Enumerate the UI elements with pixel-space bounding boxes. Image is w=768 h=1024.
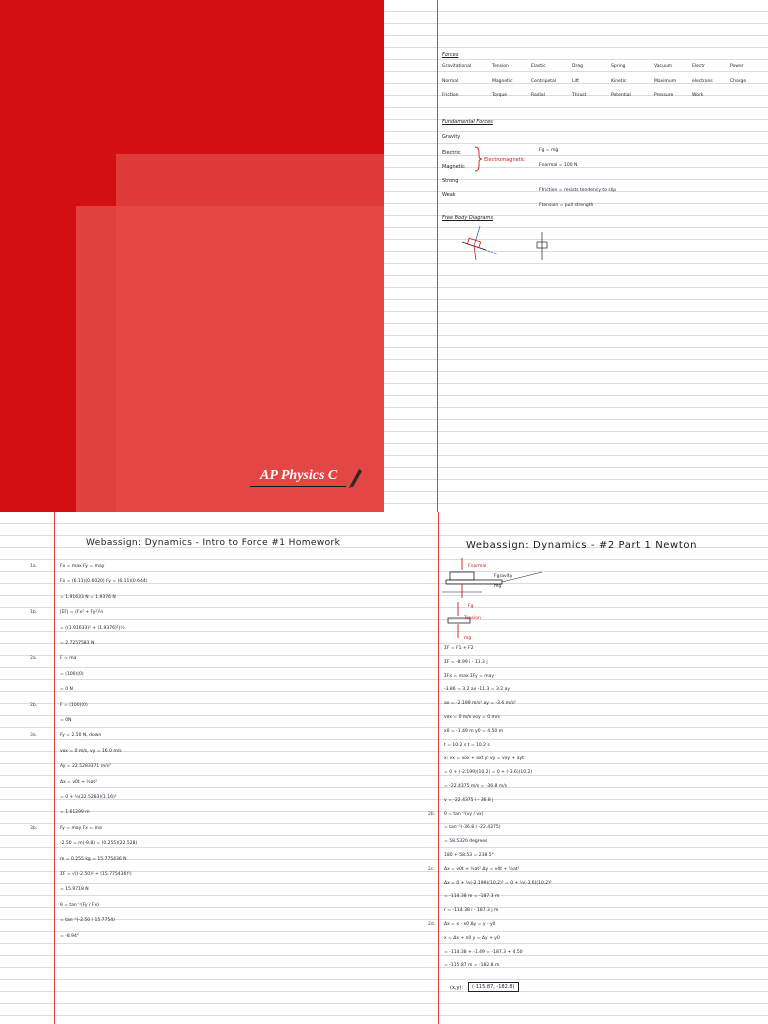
diagram-label: mg (494, 584, 502, 589)
force-term: Friction (442, 93, 459, 98)
fundamental-heading: Fundamental Forces (442, 119, 493, 125)
force-term: Tension (492, 64, 509, 69)
solution-line: ax = -2.199 m/s² ay = -3.6 m/s² (444, 701, 516, 707)
free-body-diagram-icon (452, 224, 512, 264)
force-term: electrons (692, 79, 713, 84)
solution-line: Fy = 2.50 N, down (60, 733, 102, 739)
formula: Ftension = pull strength (539, 203, 594, 208)
problem-number: 1b. (30, 610, 38, 616)
problem-number: 2b. (30, 702, 38, 708)
notes-page[interactable] (384, 0, 768, 512)
fbd-heading: Free Body Diagrams (442, 215, 493, 221)
solution-line: = -114.38 + -1.49 = -187.3 + 4.50 (444, 949, 523, 955)
diagram-label: Fnormal (468, 564, 487, 569)
force-term: Pressure (654, 93, 674, 98)
solution-line: Fx = max Fy = may (60, 564, 105, 569)
homework-page-2[interactable] (384, 512, 768, 1024)
solution-line: = -115.87 m = -182.8 m (444, 963, 500, 969)
solution-line: Δx = v0t + ½at² (60, 779, 97, 785)
solution-line: vox = 0 m/s voy = 0 m/s (444, 715, 500, 720)
solution-line: Δx = 0 + ½(-2.199)(10.2)² = 0 + ½(-3.6)(10.2)² (444, 880, 552, 886)
force-term: Drag (572, 64, 583, 69)
solution-line: = 1.61299 m (60, 810, 90, 816)
electromagnetic-label: Electromagnetic (484, 157, 525, 163)
force-term: Magnetic (492, 79, 513, 84)
solution-line: ΣF = -8.99 i - 11.3 j (444, 659, 488, 665)
force-term: Work (692, 93, 704, 98)
solution-line: r = -114.38 i - 187.3 j m (444, 908, 499, 914)
solution-line: ΣFx = max ΣFy = may (444, 673, 495, 679)
solution-line: = -22.4375 m/s = -36.8 m/s (444, 784, 508, 789)
force-term: Maximum (654, 79, 677, 84)
force-term: Centripetal (531, 79, 557, 84)
solution-line: = tan⁻¹(-2.50 / 15.7754) (60, 918, 115, 924)
cover-decor-square (116, 206, 384, 512)
solution-line: = 58.5320 degrees (444, 839, 488, 845)
solution-line: = -8.94° (60, 933, 80, 939)
solution-line: = tan⁻¹(-36.8 / -22.4375) (444, 825, 501, 831)
problem-number: 3a. (30, 733, 38, 739)
answer-label: (x,y): (450, 985, 464, 991)
final-answer: (-115.87, -182.8) (468, 982, 519, 992)
force-term: Torque (492, 93, 507, 98)
formula: Fg = mg (539, 148, 559, 153)
solution-line: ΣF = √((-2.50)² + (15.775436)²) (60, 872, 132, 877)
problem-number: 2d. (428, 922, 436, 927)
problem-number: 3b. (30, 825, 38, 831)
solution-line: F = ma (60, 656, 77, 662)
solution-line: = 0N (60, 718, 72, 723)
solution-line: x = Δx + x0 y = Δy + y0 (444, 935, 500, 941)
solution-line: θ = tan⁻¹(vy / vx) (444, 811, 484, 817)
list-item: Weak (442, 192, 456, 198)
list-item: Electric (442, 150, 461, 156)
solution-line: Fx = (6.11)(0.6020) Fy = (6.11)(0.644) (60, 579, 148, 585)
block-diagram-icon (532, 232, 552, 260)
forces-heading: Forces (442, 52, 459, 58)
force-term: Spring (611, 64, 626, 69)
notebook-cover[interactable] (0, 0, 384, 512)
solution-line: = 15.9718 N (60, 887, 89, 893)
formula: Ffriction = resists tendency to slip (539, 188, 617, 193)
solution-line: = ((1.91633)² + (1.9376)²)½ (60, 625, 125, 631)
solution-line: Fy = may Fx = ma (60, 825, 102, 831)
solution-line: F = (100)(0) (60, 702, 88, 708)
solution-line: Δx = v0t + ½at² Δy = v0t + ½at² (444, 866, 520, 872)
page-margin-line (437, 0, 438, 512)
diagram-label: Fg (468, 604, 474, 609)
solution-line: Ay = 22.5283371 m/s² (60, 764, 111, 770)
notebook-title: AP Physics C (260, 468, 338, 483)
title-underline (250, 486, 346, 487)
solution-line: v = -22.4375 i - 36.8 j (444, 797, 494, 803)
list-item: Gravity (442, 134, 461, 140)
incline-force-diagram-icon (442, 558, 552, 648)
solution-line: 180 + 58.53 = 238.5° (444, 853, 494, 858)
list-item: Magnetic (442, 164, 465, 170)
diagram-label: Fgravity (494, 574, 513, 579)
solution-line: = 1.91633 N = 1.9376 N (60, 594, 116, 600)
solution-line: vox = 0 m/s, vy = 16.0 m/s (60, 748, 122, 754)
solution-line: = 2.7257583 N (60, 641, 95, 646)
problem-number: 2a. (30, 656, 38, 662)
solution-line: = 0 + ½(22.5283)(1.16)² (60, 795, 117, 800)
solution-line: -3.86 = 3.2 ax -11.3 = 3.2 ay (444, 687, 510, 693)
page-title: Webassign: Dynamics - #2 Part 1 Newton (466, 540, 698, 551)
list-item: Strong (442, 178, 459, 184)
solution-line: = 0 + (-2.199)(10.2) = 0 + (-3.6)(10.2) (444, 770, 533, 776)
solution-line: ΣF = F1 + F2 (444, 646, 474, 651)
solution-line: -2.50 = m(-9.8) = (0.255)(22.528) (60, 841, 138, 847)
force-term: Elastic (531, 64, 546, 69)
problem-number: 2b. (428, 811, 436, 817)
force-term: Vacuum (654, 64, 673, 69)
force-term: Charge (730, 79, 747, 84)
force-term: Power (730, 64, 744, 69)
force-term: Lift (572, 79, 580, 84)
diagram-label: Tension (464, 616, 481, 621)
page-margin-line (54, 512, 55, 1024)
solution-line: = -114.38 m = -187.3 m (444, 894, 500, 900)
solution-line: θ = tan⁻¹(Fy / Fx) (60, 902, 99, 908)
force-term: Gravitational (442, 64, 472, 69)
page-title: Webassign: Dynamics - Intro to Force #1 Homework (86, 538, 341, 548)
electromagnetic-bracket (474, 146, 482, 172)
homework-page-1[interactable] (0, 512, 384, 1024)
page-margin-line (438, 512, 439, 1024)
solution-line: x0 = -1.49 m y0 = 4.50 m (444, 728, 504, 734)
force-term: Normal (442, 79, 459, 84)
problem-number: 1a. (30, 564, 38, 569)
solution-line: = 0 N (60, 687, 73, 693)
solution-line: m = 0.255 kg = 15.775436 N (60, 856, 127, 862)
solution-line: t = 10.2 s t = 10.2 s (444, 742, 490, 748)
force-term: Radial (531, 93, 545, 98)
solution-line: Δx = x - x0 Δy = y - y0 (444, 922, 496, 927)
solution-line: x: vx = vox + axt y: vy = voy + ayt (444, 756, 524, 762)
force-term: Potential (611, 93, 631, 98)
force-term: Kinetic (611, 79, 627, 84)
formula: Fnormal = 100 N (539, 163, 578, 168)
problem-number: 2c. (428, 866, 435, 872)
solution-line: |ΣF| = (Fx² + Fy²)½ (60, 610, 104, 616)
pen-icon (346, 466, 364, 488)
diagram-label: mg (464, 636, 472, 641)
solution-line: = (100)(0) (60, 671, 84, 677)
force-term: Electr (692, 64, 705, 69)
force-term: Thrust (572, 93, 587, 98)
